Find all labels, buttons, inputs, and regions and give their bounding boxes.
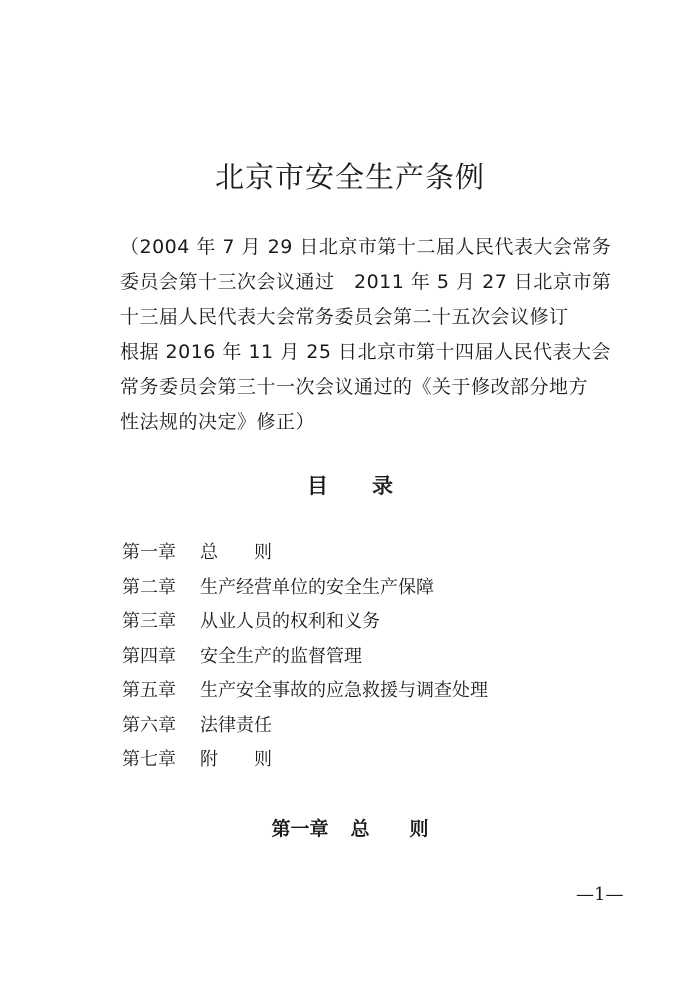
toc-item-title: 法律责任 [200, 714, 272, 736]
toc-item[interactable] [122, 743, 602, 778]
toc-item-number: 第五章 [122, 680, 176, 701]
revision-note-line: 委员会第十三次会议通过 2011 年 5 月 27 日北京市第 [120, 271, 612, 293]
table-of-contents [122, 536, 602, 778]
toc-heading [0, 470, 700, 500]
toc-item[interactable] [122, 640, 602, 675]
toc-item-number: 第一章 [122, 542, 176, 563]
toc-item-title: 从业人员的权利和义务 [200, 611, 380, 632]
revision-note-line: 十三届人民代表大会常务委员会第二十五次会议修订 [120, 306, 569, 328]
toc-item-title: 生产经营单位的安全生产保障 [200, 576, 434, 598]
toc-item-number: 第四章 [122, 645, 176, 667]
toc-item-number: 第六章 [122, 714, 176, 736]
revision-note-line: 性法规的决定》修正） [120, 411, 316, 433]
toc-item-title: 生产安全事故的应急救援与调查处理 [200, 680, 488, 701]
toc-item[interactable] [122, 709, 602, 744]
toc-item-number: 第二章 [122, 576, 176, 598]
revision-note-line: （2004 年 7 月 29 日北京市第十二届人民代表大会常务 [120, 236, 612, 258]
document-title: 北京市安全生产条例 [214, 160, 485, 194]
revision-note-line: 常务委员会第三十一次会议通过的《关于修改部分地方 [120, 376, 589, 398]
chapter-number: 第一章 [271, 818, 329, 840]
toc-item[interactable] [122, 674, 602, 709]
revision-note-line: 根据 2016 年 11 月 25 日北京市第十四届人民代表大会 [120, 341, 611, 363]
toc-heading-char: 目 [307, 474, 328, 498]
toc-item-title: 总 则 [200, 542, 272, 563]
toc-item[interactable] [122, 605, 602, 640]
toc-item-number: 第七章 [122, 749, 176, 770]
page-number: —1— [576, 884, 624, 905]
revision-note [120, 230, 612, 440]
chapter-title-char: 总 [350, 818, 370, 840]
chapter-title-char: 则 [409, 818, 429, 840]
toc-item[interactable] [122, 571, 602, 606]
toc-item-title: 安全生产的监督管理 [200, 645, 362, 667]
toc-heading-char: 录 [372, 474, 393, 498]
toc-item-title: 附 则 [200, 749, 272, 770]
toc-item[interactable] [122, 536, 602, 571]
chapter-heading [0, 814, 700, 841]
toc-item-number: 第三章 [122, 611, 176, 632]
